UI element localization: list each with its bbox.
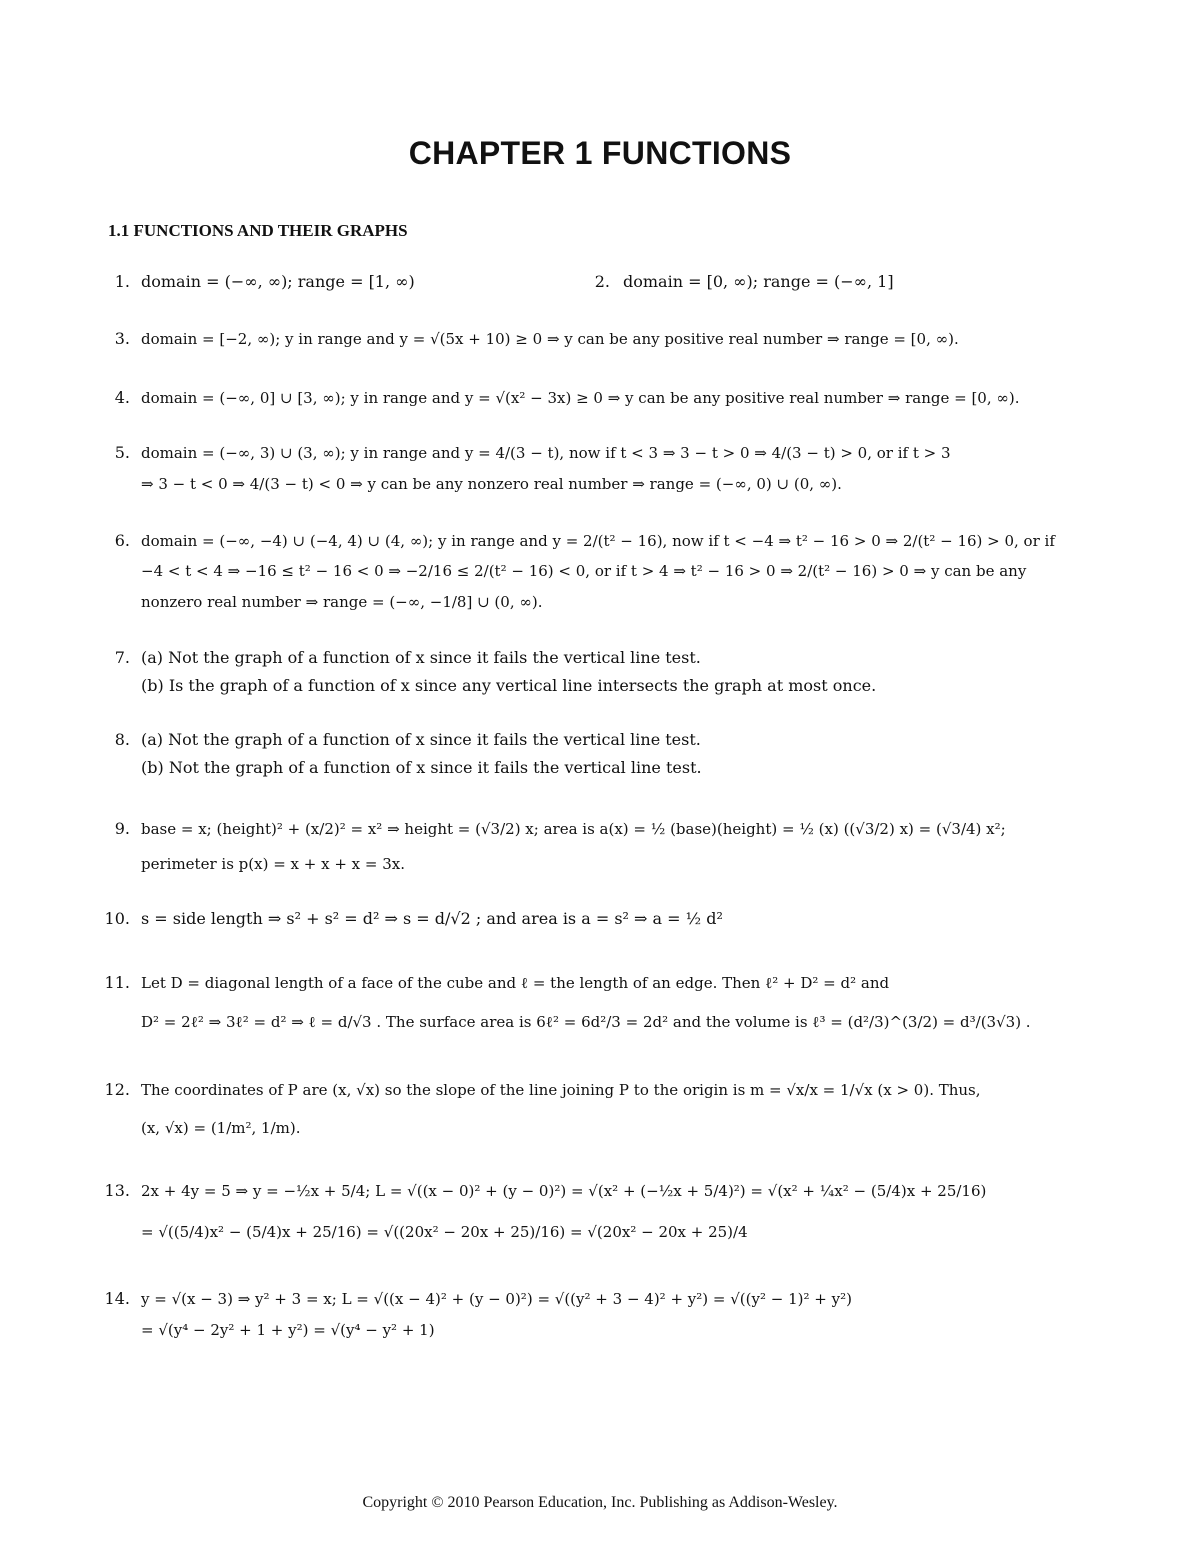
- chapter-title: CHAPTER 1 FUNCTIONS: [408, 135, 792, 171]
- problem-text: = √((5/4)x² − (5/4)x + 25/16) = √((20x² − 20x + 25)/16) = √(20x² − 20x + 25)/4: [141, 1223, 748, 1241]
- problem-text: s = side length ⇒ s² + s² = d² ⇒ s = d/√2 ; and area is a = s² ⇒ a = ½ d²: [141, 909, 723, 928]
- problem-number: 6.: [114, 531, 130, 550]
- problem-text: 2x + 4y = 5 ⇒ y = −½x + 5/4; L = √((x − 0)² + (y − 0)²) = √(x² + (−½x + 5/4)²) = √(x² + ¼x² − (5/4)x + 25/16): [141, 1182, 987, 1200]
- problem-text: (a) Not the graph of a function of x since it fails the vertical line test.: [141, 648, 701, 667]
- problem-text: domain = (−∞, 0] ∪ [3, ∞); y in range and y = √(x² − 3x) ≥ 0 ⇒ y can be any positive real number ⇒ range = [0, ∞).: [141, 389, 1020, 407]
- problem-number: 4.: [114, 388, 130, 407]
- problem-text: perimeter is p(x) = x + x + x = 3x.: [141, 855, 405, 873]
- problem-text: Let D = diagonal length of a face of the cube and ℓ = the length of an edge. Then ℓ² + D² = d² and: [141, 974, 890, 992]
- problem-text: base = x; (height)² + (x/2)² = x² ⇒ height = (√3/2) x; area is a(x) = ½ (base)(height) = ½ (x) ((√3/2) x) = (√3/4) x²;: [141, 820, 1006, 838]
- problem-text: (a) Not the graph of a function of x since it fails the vertical line test.: [141, 730, 701, 749]
- problem-number: 3.: [114, 329, 130, 348]
- problem-number: 10.: [104, 909, 130, 928]
- problem-number: 1.: [114, 272, 130, 291]
- section-heading: 1.1 FUNCTIONS AND THEIR GRAPHS: [108, 221, 408, 240]
- problem-text: (x, √x) = (1/m², 1/m).: [141, 1119, 301, 1137]
- problem-number: 8.: [114, 730, 130, 749]
- copyright-footer: Copyright © 2010 Pearson Education, Inc. Publishing as Addison-Wesley.: [362, 1494, 838, 1511]
- problem-text: −4 < t < 4 ⇒ −16 ≤ t² − 16 < 0 ⇒ −2/16 ≤ 2/(t² − 16) < 0, or if t > 4 ⇒ t² − 16 > 0 ⇒ 2/(t² − 16) > 0 ⇒ y can be any: [141, 562, 1027, 580]
- problem-number: 14.: [104, 1289, 130, 1308]
- problem-number: 11.: [104, 973, 130, 992]
- problem-text: (b) Not the graph of a function of x since it fails the vertical line test.: [141, 758, 702, 777]
- problem-number: 12.: [104, 1080, 130, 1099]
- problem-number: 9.: [114, 819, 130, 838]
- problem-number: 7.: [114, 648, 130, 667]
- problem-text: ⇒ 3 − t < 0 ⇒ 4/(3 − t) < 0 ⇒ y can be any nonzero real number ⇒ range = (−∞, 0) ∪ (0, ∞).: [141, 475, 842, 493]
- problem-text: The coordinates of P are (x, √x) so the slope of the line joining P to the origin is m = √x/x = 1/√x (x > 0). Thus,: [141, 1081, 981, 1099]
- problem-text: nonzero real number ⇒ range = (−∞, −1/8] ∪ (0, ∞).: [141, 593, 543, 611]
- problem-text: domain = (−∞, −4) ∪ (−4, 4) ∪ (4, ∞); y in range and y = 2/(t² − 16), now if t < −4 ⇒ t² − 16 > 0 ⇒ 2/(t² − 16) > 0, or if: [141, 532, 1055, 550]
- problem-text: D² = 2ℓ² ⇒ 3ℓ² = d² ⇒ ℓ = d/√3 . The surface area is 6ℓ² = 6d²/3 = 2d² and the volume is ℓ³ = (d²/3)^(3/2) = d³/(3√3) .: [141, 1013, 1031, 1031]
- problem-text: = √(y⁴ − 2y² + 1 + y²) = √(y⁴ − y² + 1): [141, 1321, 435, 1339]
- problem-text: domain = (−∞, ∞); range = [1, ∞): [141, 272, 415, 291]
- problem-text: domain = [0, ∞); range = (−∞, 1]: [623, 272, 894, 291]
- problem-text: (b) Is the graph of a function of x since any vertical line intersects the graph at most once.: [141, 676, 877, 695]
- problem-text: domain = (−∞, 3) ∪ (3, ∞); y in range and y = 4/(3 − t), now if t < 3 ⇒ 3 − t > 0 ⇒ 4/(3 − t) > 0, or if t > 3: [141, 444, 951, 462]
- problem-number: 2.: [594, 272, 610, 291]
- problem-number: 13.: [104, 1181, 130, 1200]
- problem-text: y = √(x − 3) ⇒ y² + 3 = x; L = √((x − 4)² + (y − 0)²) = √((y² + 3 − 4)² + y²) = √((y² − 1)² + y²): [141, 1290, 852, 1308]
- problem-text: domain = [−2, ∞); y in range and y = √(5x + 10) ≥ 0 ⇒ y can be any positive real number ⇒ range = [0, ∞).: [141, 330, 959, 348]
- problem-number: 5.: [114, 443, 130, 462]
